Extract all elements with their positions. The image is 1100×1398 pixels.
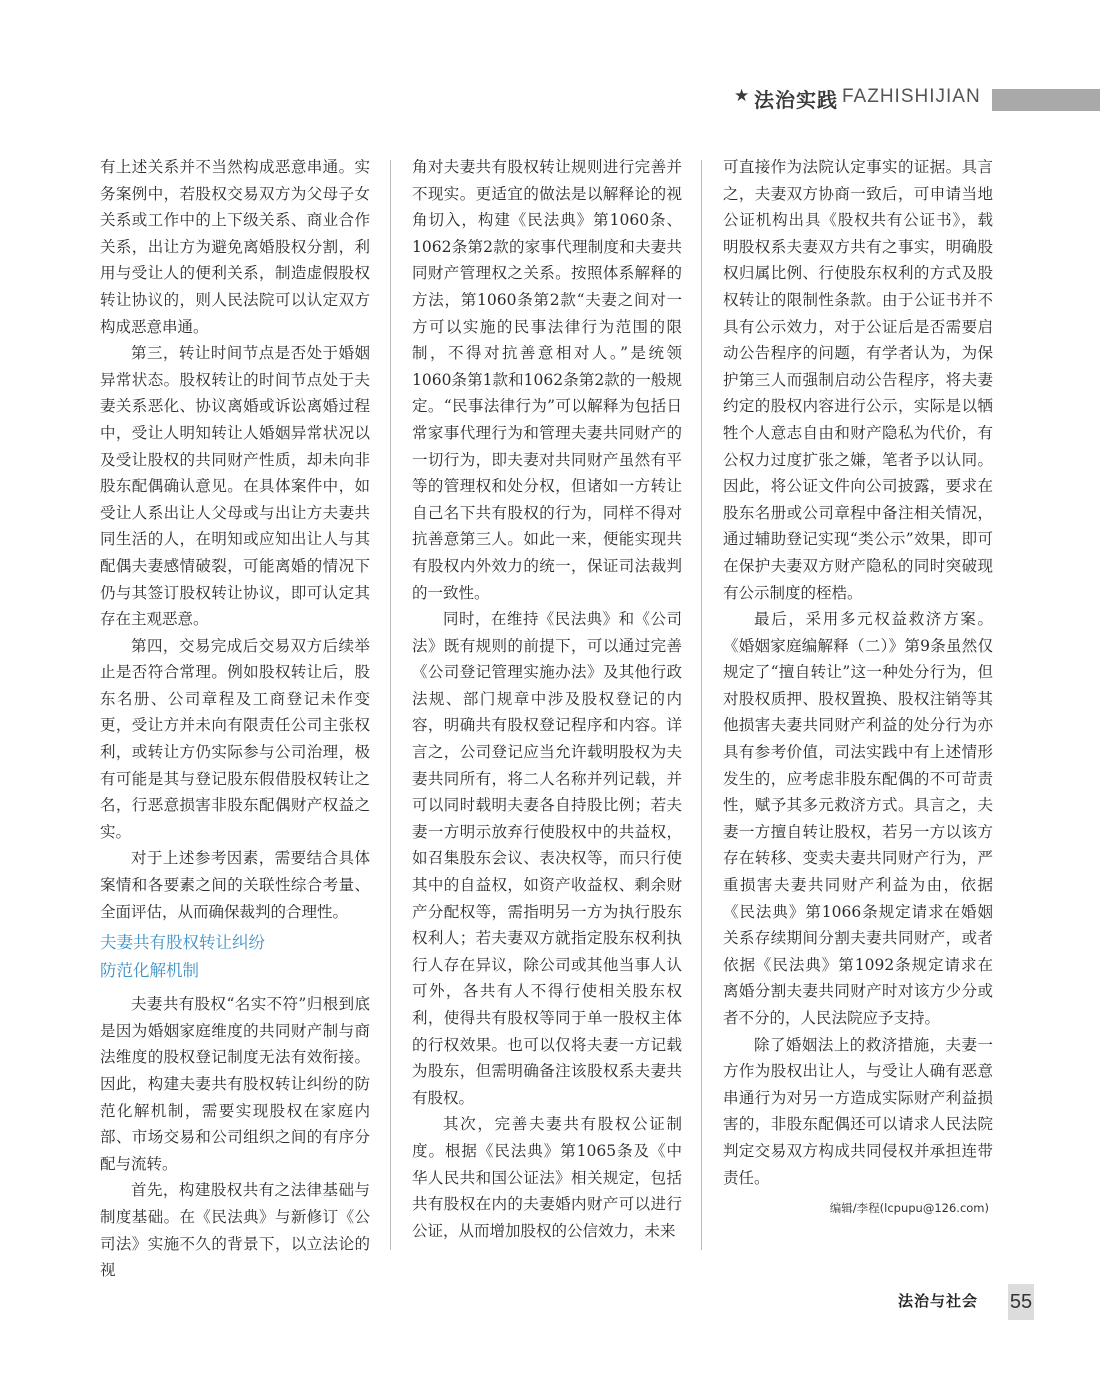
paragraph: 对于上述参考因素，需要结合具体案情和各要素之间的关联性综合考量、全面评估，从而确保裁判的合理性。 [100, 849, 370, 921]
header-bar [992, 89, 1100, 111]
paragraph: 其次，完善夫妻共有股权公证制度。根据《民法典》第1065条及《中华人民共和国公证法》相关规定，包括共有股权在内的夫妻婚内财产可以进行公证，从而增加股权的公信效力，未来 [412, 1115, 682, 1240]
column-divider-1 [390, 160, 391, 1250]
star-icon: ★ [734, 86, 750, 106]
section-pinyin: FAZHISHIJIAN [842, 86, 981, 107]
subheading-line-1: 夫妻共有股权转让纠纷 [100, 933, 265, 953]
paragraph: 除了婚姻法上的救济措施，夫妻一方作为股权出让人，与受让人确有恶意串通行为对另一方造成实际财产利益损害的，非股东配偶还可以请求人民法院判定交易双方构成共同侵权并承担连带责任。 [723, 1035, 993, 1187]
page-header [0, 84, 1100, 116]
paragraph: 第三，转让时间节点是否处于婚姻异常状态。股权转让的时间节点处于夫妻关系恶化、协议离婚或诉讼离婚过程中，受让人明知转让人婚姻异常状况以及受让股权的共同财产性质，却未向非股东配偶确认意见。在具体案件中，如受让人系出让人父母或与出让方夫妻共同生活的人，在明知或应知出让人与其配偶夫妻感情破裂，可能离婚的情况下仍与其签订股权转让协议，即可认定其存在主观恶意。 [100, 344, 370, 629]
column-1 [100, 154, 370, 1284]
editor-credit: 编辑/李程(lcpupu@126.com) [829, 1201, 989, 1216]
subheading-line-2: 防范化解机制 [100, 961, 199, 981]
paragraph: 最后，采用多元权益救济方案。《婚姻家庭编解释（二）》第9条虽然仅规定了“擅自转让”这一种处分行为，但对股权质押、股权置换、股权注销等其他损害夫妻共同财产利益的处分行为亦具有参考价值，司法实践中有上述情形发生的，应考虑非股东配偶的不可苛责性，赋予其多元救济方式。具言之，夫妻一方擅自转让股权，若另一方以该方存在转移、变卖夫妻共同财产行为，严重损害夫妻共同财产利益为由，依据《民法典》第1066条规定请求在婚姻关系存续期间分割夫妻共同财产，或者依据《民法典》第1092条规定请求在离婚分割夫妻共同财产时对该方少分或者不分的，人民法院应予支持。 [723, 610, 993, 1027]
paragraph: 可直接作为法院认定事实的证据。具言之，夫妻双方协商一致后，可申请当地公证机构出具《股权共有公证书》，载明股权系夫妻双方共有之事实，明确股权归属比例、行使股东权利的方式及股权转让的限制性条款。由于公证书并不具有公示效力，对于公证后是否需要启动公告程序的问题，有学者认为，为保护第三人而强制启动公告程序，将夫妻约定的股权内容进行公示，实际是以牺牲个人意志自由和财产隐私为代价，有公权力过度扩张之嫌，笔者予以认同。因此，将公证文件向公司披露，要求在股东名册或公司章程中备注相关情况，通过辅助登记实现“类公示”效果，即可在保护夫妻双方财产隐私的同时突破现有公示制度的桎梏。 [723, 158, 993, 602]
paragraph: 有上述关系并不当然构成恶意串通。实务案例中，若股权交易双方为父母子女关系或工作中的上下级关系、商业合作关系，出让方为避免离婚股权分割，利用与受让人的便利关系，制造虚假股权转让协议的，则人民法院可以认定双方构成恶意串通。 [100, 158, 370, 336]
paragraph: 夫妻共有股权“名实不符”归根到底是因为婚姻家庭维度的共同财产制与商法维度的股权登记制度无法有效衔接。因此，构建夫妻共有股权转让纠纷的防范化解机制，需要实现股权在家庭内部、市场交易和公司组织之间的有序分配与流转。 [100, 995, 370, 1173]
column-2 [412, 154, 682, 1244]
section-title: 法治实践 [754, 88, 838, 112]
column-divider-2 [701, 160, 702, 1250]
page-number: 55 [1008, 1284, 1034, 1320]
paragraph: 第四，交易完成后交易双方后续举止是否符合常理。例如股权转让后，股东名册、公司章程及工商登记未作变更，受让方并未向有限责任公司主张权利，或转让方仍实际参与公司治理，极有可能是其与登记股东假借股权转让之名，行恶意损害非股东配偶财产权益之实。 [100, 636, 370, 841]
paragraph: 首先，构建股权共有之法律基础与制度基础。在《民法典》与新修订《公司法》实施不久的背景下，以立法论的视 [100, 1181, 370, 1280]
paragraph: 同时，在维持《民法典》和《公司法》既有规则的前提下，可以通过完善《公司登记管理实施办法》及其他行政法规、部门规章中涉及股权登记的内容，明确共有股权登记程序和内容。详言之，公司登记应当允许载明股权为夫妻共同所有，将二人名称并列记载，并可以同时载明夫妻各自持股比例；若夫妻一方明示放弃行使股权中的共益权，如召集股东会议、表决权等，而只行使其中的自益权，如资产收益权、剩余财产分配权等，需指明另一方为执行股东权利人；若夫妻双方就指定股东权利执行人存在异议，除公司或其他当事人认可外，各共有人不得行使相关股东权利，使得共有股权等同于单一股权主体的行权效果。也可以仅将夫妻一方记载为股东，但需明确备注该股权系夫妻共有股权。 [412, 610, 682, 1107]
column-3 [723, 154, 993, 1222]
section-subheading [100, 929, 370, 985]
magazine-name: 法治与社会 [898, 1292, 979, 1310]
paragraph: 角对夫妻共有股权转让规则进行完善并不现实。更适宜的做法是以解释论的视角切入，构建《民法典》第1060条、1062条第2款的家事代理制度和夫妻共同财产管理权之关系。按照体系解释的方法，第1060条第2款“夫妻之间对一方可以实施的民事法律行为范围的限制，不得对抗善意相对人。”是统领1060条第1款和1062条第2款的一般规定。“民事法律行为”可以解释为包括日常家事代理行为和管理夫妻共同财产的一切行为，即夫妻对共同财产虽然有平等的管理权和处分权，但诸如一方转让自己名下共有股权的行为，同样不得对抗善意第三人。如此一来，便能实现共有股权内外效力的统一，保证司法裁判的一致性。 [412, 158, 682, 602]
